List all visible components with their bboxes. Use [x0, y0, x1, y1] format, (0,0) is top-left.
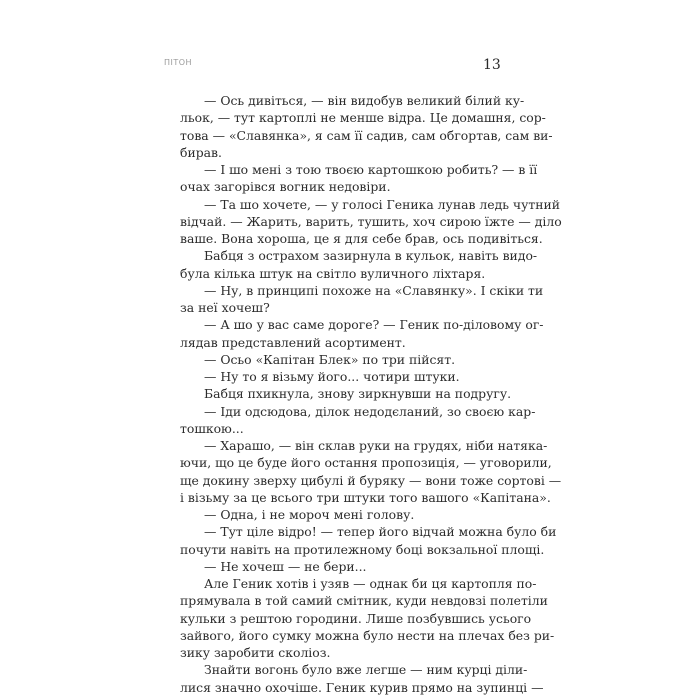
text-line: за неї хочеш? — [180, 300, 270, 315]
text-line: — А шо у вас саме дороге? — Геник по-діловому ог- — [204, 317, 544, 333]
text-line: кульки з рештою городини. Лише позбувшись усього — [180, 610, 532, 626]
text-line: ючи, що це буде його остання пропозиція, — уговорили, — [180, 455, 552, 471]
text-line: — Ось дивіться, — він видобув великий білий ку- — [204, 93, 525, 108]
text-line: прямувала в той самий смітник, куди невдовзі полетіли — [180, 593, 548, 609]
running-head-title: ПІТОН — [164, 58, 193, 67]
text-line: — Харашо, — він склав руки на грудях, ніби натяка- — [204, 438, 548, 453]
text-line: Але Геник хотів і узяв — однак би ця картопля по- — [204, 576, 537, 591]
text-line: бирав. — [180, 144, 222, 160]
text-line: — Іди одсюдова, ділок недодєланий, зо своєю кар- — [204, 403, 536, 419]
text-line: була кілька штук на світло вуличного ліхтаря. — [180, 265, 486, 281]
text-line: почути навіть на протилежному боці вокзальної площі. — [180, 541, 545, 557]
page-number: 13 — [483, 57, 501, 73]
text-line: і візьму за це всього три штуки того вашого «Капітана». — [180, 489, 551, 505]
text-line: зайвого, його сумку можна було нести на плечах без ри- — [180, 627, 555, 643]
text-line: Бабця з острахом зазирнула в кульок, навіть видо- — [204, 248, 538, 264]
text-line: — Ну то я візьму його... чотири штуки. — [204, 369, 460, 384]
text-line: — Ну, в принципі похоже на «Славянку». І скіки ти — [204, 282, 544, 298]
text-line: тошкою... — [180, 420, 244, 436]
text-line: — Осьо «Капітан Блек» по три пійсят. — [204, 351, 456, 367]
text-line: зику заробити сколіоз. — [180, 645, 331, 660]
text-line: това — «Славянка», я сам її садив, сам обгортав, сам ви- — [180, 127, 553, 143]
text-line: — Тут ціле відро! — тепер його відчай можна було би — [204, 524, 557, 540]
text-line: льок, — тут картоплі не менше відра. Це домашня, сор- — [180, 110, 546, 126]
text-line: Бабця пхикнула, знову зиркнувши на подругу. — [204, 386, 512, 402]
text-line: очах загорівся вогник недовіри. — [180, 179, 391, 195]
text-line: ваше. Вона хороша, це я для себе брав, ось подивіться. — [180, 231, 543, 246]
body-text — [180, 92, 562, 696]
text-line: — Одна, і не мороч мені голову. — [204, 507, 415, 522]
text-line: лядав представлений асортимент. — [180, 334, 406, 350]
text-line: лися значно охочіше. Геник курив прямо на зупинці — — [180, 679, 544, 695]
text-line: відчай. — Жарить, варить, тушить, хоч сирою їжте — діло — [180, 213, 562, 229]
text-line: — І шо мені з тою твоєю картошкою робить? — в її — [204, 162, 538, 177]
text-line: — Не хочеш — не бери... — [204, 558, 367, 574]
text-line: — Та шо хочете, — у голосі Геника лунав ледь чутний — [204, 196, 561, 212]
text-line: ще докину зверху цибулі й буряку — вони тоже сортові — — [180, 472, 562, 488]
text-line: Знайти вогонь було вже легше — ним курці діли- — [204, 662, 528, 678]
